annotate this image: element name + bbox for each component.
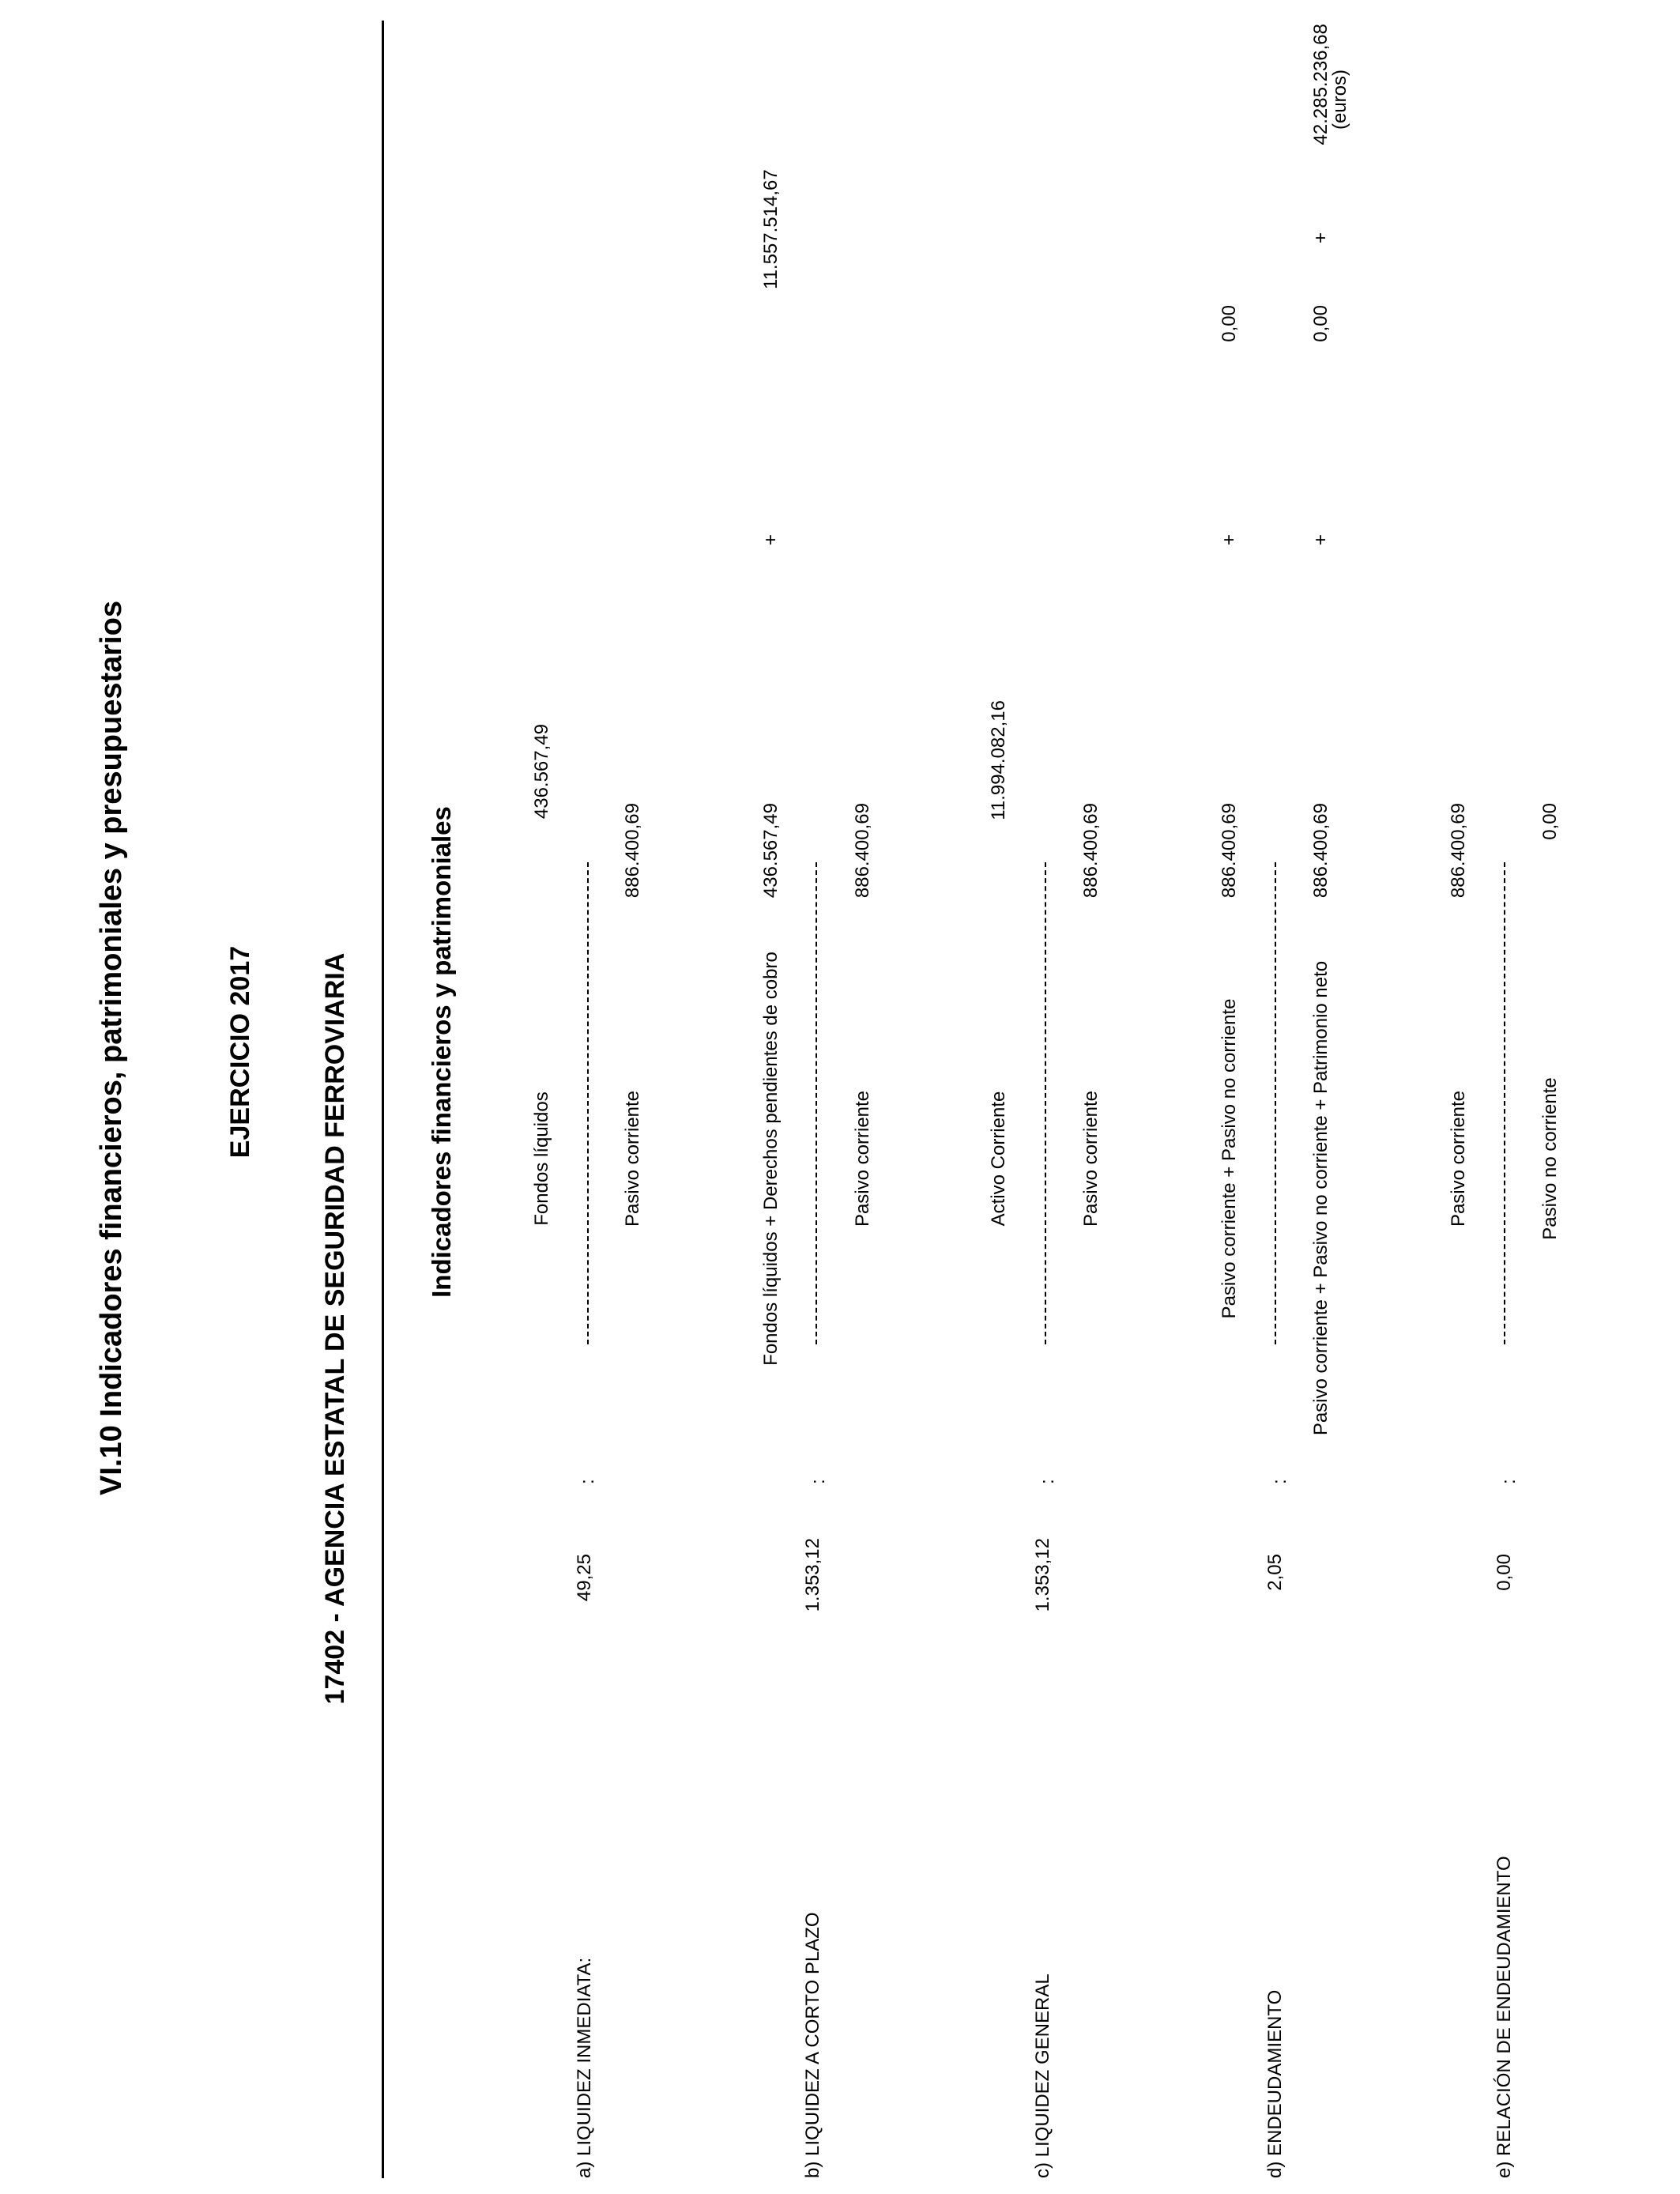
plus-sign: + xyxy=(760,533,782,545)
ejercicio-label: EJERCICIO 2017 xyxy=(225,945,255,1159)
numerator-label: Pasivo corriente + Pasivo no corriente xyxy=(1219,998,1240,1319)
numerator-label: Fondos líquidos xyxy=(531,1091,552,1226)
numerator-value: 11.994.082,16 xyxy=(988,700,1009,820)
indicator-label: e) RELACIÓN DE ENDEUDAMIENTO xyxy=(1494,1856,1515,2178)
denominator-value: 0,00 xyxy=(1310,305,1332,342)
indicator-label: c) LIQUIDEZ GENERAL xyxy=(1032,1973,1053,2178)
fraction-line xyxy=(1275,862,1276,1344)
indicator-value: 1.353,12 xyxy=(802,1538,823,1612)
indicator-colon: : xyxy=(577,1479,598,1484)
indicator-value: 0,00 xyxy=(1494,1554,1515,1591)
indicator-colon: : xyxy=(1269,1479,1290,1484)
fraction-line xyxy=(1045,862,1046,1344)
numerator-label: Pasivo corriente xyxy=(1448,1090,1469,1227)
numerator-label: Fondos líquidos + Derechos pendientes de cobro xyxy=(760,952,782,1366)
page-title: VI.10 Indicadores financieros, patrimoniales y presupuestarios xyxy=(95,601,128,1495)
denominator-value: 886.400,69 xyxy=(852,803,873,899)
indicator-label: d) ENDEUDAMIENTO xyxy=(1264,1989,1286,2178)
indicator-label: a) LIQUIDEZ INMEDIATA: xyxy=(574,1957,595,2178)
plus-sign: + xyxy=(1219,533,1240,545)
denominator-value: 886.400,69 xyxy=(1080,803,1102,899)
indicator-value: 49,25 xyxy=(574,1554,595,1602)
numerator-value: 11.557.514,67 xyxy=(760,169,782,289)
header-rule xyxy=(382,21,384,2178)
denominator-value: 42.285.236,68 xyxy=(1310,24,1332,145)
indicator-value: 1.353,12 xyxy=(1032,1538,1053,1612)
fraction-line xyxy=(587,862,589,1344)
numerator-label: Activo Corriente xyxy=(988,1091,1009,1227)
indicator-colon: : xyxy=(1037,1479,1058,1484)
denominator-value: 0,00 xyxy=(1539,803,1561,840)
numerator-value: 886.400,69 xyxy=(1448,803,1469,899)
indicator-value: 2,05 xyxy=(1264,1554,1286,1591)
plus-sign: + xyxy=(1310,232,1332,243)
numerator-value: 436.567,49 xyxy=(760,803,782,899)
numerator-value: 436.567,49 xyxy=(531,724,552,820)
denominator-value: 886.400,69 xyxy=(1310,803,1332,899)
denominator-label: Pasivo corriente xyxy=(852,1090,873,1227)
section-title: Indicadores financieros y patrimoniales xyxy=(427,806,456,1298)
denominator-label: Pasivo corriente xyxy=(1080,1090,1102,1227)
fraction-line xyxy=(1504,862,1505,1344)
indicator-colon: : xyxy=(808,1479,829,1484)
indicator-colon: : xyxy=(1498,1479,1520,1484)
denominator-label: Pasivo no corriente xyxy=(1539,1077,1561,1240)
denominator-value: 886.400,69 xyxy=(622,803,643,899)
indicator-label: b) LIQUIDEZ A CORTO PLAZO xyxy=(802,1912,823,2178)
denominator-label: Pasivo corriente xyxy=(622,1090,643,1227)
numerator-value: 0,00 xyxy=(1219,305,1240,342)
denominator-label: Pasivo corriente + Pasivo no corriente + Patrimonio neto xyxy=(1310,960,1332,1436)
numerator-value: 886.400,69 xyxy=(1219,803,1240,899)
plus-sign: + xyxy=(1310,533,1332,545)
entity-name: 17402 - AGENCIA ESTATAL DE SEGURIDAD FERROVIARIA xyxy=(320,952,350,1705)
currency-note: (euros) xyxy=(1329,69,1350,130)
fraction-line xyxy=(816,862,817,1344)
